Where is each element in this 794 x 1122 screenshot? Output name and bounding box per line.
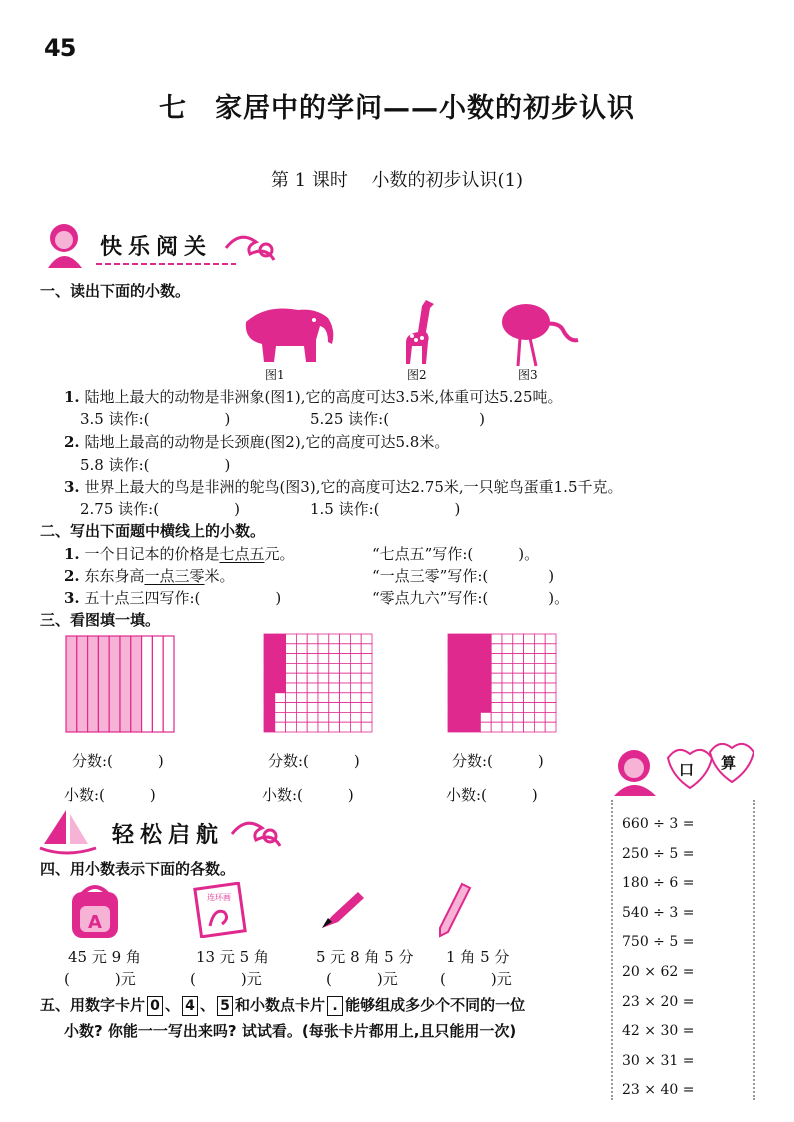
grid-cell [524,663,535,673]
grid-cell [361,693,372,703]
grid-cell [275,693,286,703]
digit-card-0: 0 [147,996,163,1016]
banner-title: 快乐阅关 [100,235,213,260]
grid-cell [318,634,329,644]
grid-cell [296,703,307,713]
grid-cell [286,644,297,654]
s1-q3-answer-a[interactable]: 2.75 读作:( ) [80,500,240,518]
s1-question-1: 1. 陆地上最大的动物是非洲象(图1),它的高度可达3.5米,体重可达5.25吨。 [64,388,563,406]
grid-cell [513,634,524,644]
grid-cell [340,634,351,644]
banner-easy-start [36,804,286,860]
grid-cell [286,712,297,722]
grid-cell [491,693,502,703]
grid-cell [131,636,142,732]
grid-cell [470,644,481,654]
mental-math-item[interactable]: 660 ÷ 3 = [622,816,695,832]
grid-cell [275,654,286,664]
s1-q1-answer-a[interactable]: 3.5 读作:( ) [80,410,231,428]
grid-cell [524,673,535,683]
grid-cell [448,663,459,673]
grid-cell [448,654,459,664]
grid-cell [491,712,502,722]
ostrich-icon [496,298,582,368]
grid-cell [340,703,351,713]
grid-cell [459,654,470,664]
grid-cell [502,693,513,703]
grid-cell [120,636,131,732]
grid-cell [264,644,275,654]
grid-cell [350,703,361,713]
mental-math-label-left: 口 [679,761,695,779]
grid-cell [318,644,329,654]
grid-cell [534,703,545,713]
grid-cell [491,703,502,713]
grid-cell [296,722,307,732]
grid-cell [329,722,340,732]
grid-cell [459,712,470,722]
grid-cell [513,693,524,703]
grid-cell [448,712,459,722]
grid-cell [296,673,307,683]
backpack-icon [64,882,126,940]
grid-cell [459,703,470,713]
s1-q3-answer-b[interactable]: 1.5 读作:( ) [310,500,461,518]
grid-cell [524,703,535,713]
grid-cell [275,703,286,713]
grid-cell [109,636,120,732]
mental-math-item[interactable]: 250 ÷ 5 = [622,845,695,862]
grid-cell [264,673,275,683]
grid-cell [350,683,361,693]
grid-cell [361,683,372,693]
grid-cell [264,683,275,693]
grid-cell [480,644,491,654]
grid-cell [480,634,491,644]
grid-cell [340,683,351,693]
grid-cell [318,663,329,673]
decimal-point-card: . [327,996,343,1016]
grid-cell [513,703,524,713]
grid-cell [264,654,275,664]
s1-question-3: 3. 世界上最大的鸟是非洲的鸵鸟(图3),它的高度可达2.75米,一只鸵鸟蛋重1.5千克。 [64,478,623,496]
s2-question-3[interactable]: 3. 五十点三四写作:( ) [64,589,282,607]
grid-cell [491,683,502,693]
grid-cell [350,654,361,664]
mental-math-item[interactable]: 23 × 40 = [622,1082,695,1099]
grid-cell [329,673,340,683]
mental-math-item[interactable]: 23 × 20 = [622,993,695,1010]
grid-cell [329,693,340,703]
grid-cell [524,712,535,722]
strip-fraction-grid [64,634,176,734]
section5-question: 五、用数字卡片 0 、 4 、 5 和小数点卡片 . 能够组成多少个不同的一位 [40,996,526,1014]
chapter-title: 七 家居中的学问——小数的初步认识 [159,93,635,124]
grid-cell [545,703,556,713]
s2-question-2: 2. 东东身高一点三零米。 [64,567,235,585]
grid-cell [491,663,502,673]
grid-cell [545,644,556,654]
digit-card-4: 4 [182,996,198,1016]
grid-cell [264,634,275,644]
amount-2: 13 元 5 角 [196,948,269,966]
grid-cell [448,703,459,713]
grid-cell [307,634,318,644]
grid-cell [275,722,286,732]
grid-cell [545,634,556,644]
grid-cell [470,673,481,683]
grid-cell [98,636,109,732]
grid-cell [296,683,307,693]
grid-cell [275,634,286,644]
fraction-answer-2[interactable]: 分数:( ) [268,752,360,770]
grid-cell [318,693,329,703]
grid-cell [470,712,481,722]
grid-cell [448,693,459,703]
grid-cell [329,663,340,673]
grid-cell [524,634,535,644]
grid-cell [318,654,329,664]
grid-cell [361,654,372,664]
grid-cell [361,712,372,722]
grid-cell [448,673,459,683]
grid-cell [340,654,351,664]
grid-cell [545,712,556,722]
elephant-icon [236,300,336,368]
grid-cell [329,703,340,713]
decimal-answer-3[interactable]: 小数:( ) [446,786,538,804]
grid-cell [286,683,297,693]
grid-cell [286,663,297,673]
grid-cell [329,683,340,693]
grid-cell [502,654,513,664]
grid-cell [545,673,556,683]
giraffe-icon [396,296,440,368]
amount-4: 1 角 5 分 [446,948,510,966]
grid-cell [491,673,502,683]
s2-question-1: 1. 一个日记本的价格是七点五元。 [64,545,295,563]
grid-cell [340,644,351,654]
grid-cell [480,683,491,693]
grid-cell [480,712,491,722]
grid-cell [264,663,275,673]
grid-cell [329,712,340,722]
grid-cell [513,673,524,683]
grid-cell [286,722,297,732]
svg-text:A: A [88,912,102,933]
grid-cell [491,722,502,732]
grid-cell [480,722,491,732]
grid-cell [66,636,77,732]
grid-cell [340,693,351,703]
s1-q1-answer-b[interactable]: 5.25 读作:( ) [310,410,485,428]
grid-cell [350,673,361,683]
grid-cell [361,703,372,713]
banner2-title: 轻松启航 [112,823,225,848]
decimal-answer-1[interactable]: 小数:( ) [64,786,156,804]
grid-cell [350,644,361,654]
grid-cell [459,663,470,673]
grid-cell [329,634,340,644]
mental-math-item[interactable]: 180 ÷ 6 = [622,875,695,892]
grid-cell [545,683,556,693]
grid-cell [307,673,318,683]
pencil-icon [436,882,472,938]
grid-cell [513,722,524,732]
grid-cell [470,693,481,703]
s2-q1-answer[interactable]: “七点五”写作:( )。 [372,545,540,563]
grid-cell [448,683,459,693]
grid-cell [534,683,545,693]
grid-cell [480,654,491,664]
grid-cell [524,683,535,693]
grid-cell [480,693,491,703]
banner-happy-reading [36,216,286,272]
grid-cell [88,636,99,732]
grid-cell [340,712,351,722]
grid-cell [534,722,545,732]
grid-cell [491,654,502,664]
grid-cell [142,636,153,732]
grid-cell [350,712,361,722]
grid-cell [513,644,524,654]
grid-cell [264,712,275,722]
grid-cell [286,634,297,644]
grid-cell [163,636,174,732]
mental-math-item[interactable]: 540 ÷ 3 = [622,904,695,921]
grid-cell [361,634,372,644]
grid-cell [296,644,307,654]
grid-cell [502,644,513,654]
mental-math-item[interactable]: 750 ÷ 5 = [622,934,695,951]
grid-cell [152,636,163,732]
grid-cell [307,722,318,732]
figure-label-3: 图3 [518,368,538,382]
grid-cell [480,673,491,683]
grid-cell [470,654,481,664]
grid-cell [524,644,535,654]
grid-cell [296,663,307,673]
grid-cell [307,703,318,713]
grid-cell [459,644,470,654]
grid-cell [534,644,545,654]
section3-heading: 三、看图填一填。 [40,611,161,629]
grid-cell [329,644,340,654]
grid-cell [296,693,307,703]
decimal-answer-2[interactable]: 小数:( ) [262,786,354,804]
amount-3: 5 元 8 角 5 分 [316,948,414,966]
grid-cell [491,634,502,644]
section4-heading: 四、用小数表示下面的各数。 [40,860,236,878]
grid-cell [264,722,275,732]
grid-cell [513,683,524,693]
grid-cell [264,703,275,713]
mental-math-item[interactable]: 30 × 31 = [622,1052,695,1069]
grid-cell [513,663,524,673]
amount-1: 45 元 9 角 [68,948,141,966]
grid-cell [286,673,297,683]
grid-cell [448,722,459,732]
grid-cell [502,722,513,732]
grid-cell [340,673,351,683]
grid-cell [534,673,545,683]
grid-cell [275,683,286,693]
grid-cell [448,634,459,644]
grid-cell [307,693,318,703]
grid-cell [534,712,545,722]
grid-cell [459,683,470,693]
grid-cell [524,654,535,664]
answer-2[interactable]: ( )元 [190,970,262,988]
grid-cell [307,644,318,654]
grid-cell [275,663,286,673]
grid-cell [296,634,307,644]
section2-heading: 二、写出下面题中横线上的小数。 [40,522,266,540]
grid-cell [513,712,524,722]
grid-cell [502,634,513,644]
s1-question-2: 2. 陆地上最高的动物是长颈鹿(图2),它的高度可达5.8米。 [64,433,450,451]
grid-cell [545,693,556,703]
grid-cell [296,654,307,664]
grid-cell [275,712,286,722]
svg-text:连环画: 连环画 [207,893,231,902]
answer-4[interactable]: ( )元 [440,970,512,988]
s2-q2-answer[interactable]: “一点三零”写作:( ) [372,567,555,585]
grid-cell [459,722,470,732]
grid-cell [534,693,545,703]
grid-cell [318,673,329,683]
grid-cell [286,693,297,703]
grid-cell [350,663,361,673]
lesson-subtitle: 第 1 课时 小数的初步认识(1) [270,170,524,191]
mental-math-list [622,816,694,1112]
grid-cell [275,673,286,683]
fraction-answer-1[interactable]: 分数:( ) [72,752,164,770]
grid-cell [329,654,340,664]
square-fraction-grid-2 [446,632,558,734]
grid-cell [470,663,481,673]
fountain-pen-icon [318,886,368,932]
grid-cell [524,693,535,703]
grid-cell [470,703,481,713]
grid-cell [275,644,286,654]
grid-cell [350,722,361,732]
s2-q3-answer[interactable]: “零点九六”写作:( )。 [372,589,570,607]
grid-cell [534,663,545,673]
grid-cell [350,693,361,703]
figure-label-1: 图1 [265,368,285,382]
page-number: 45 [44,34,76,62]
grid-cell [318,703,329,713]
fraction-answer-3[interactable]: 分数:( ) [452,752,544,770]
grid-cell [318,712,329,722]
grid-cell [545,654,556,664]
grid-cell [307,683,318,693]
grid-cell [448,644,459,654]
grid-cell [307,663,318,673]
grid-cell [502,703,513,713]
grid-cell [361,663,372,673]
book-icon [192,882,248,938]
section1-heading: 一、读出下面的小数。 [40,282,191,300]
grid-cell [286,703,297,713]
answer-3[interactable]: ( )元 [326,970,398,988]
grid-cell [296,712,307,722]
grid-cell [350,634,361,644]
grid-cell [264,693,275,703]
grid-cell [361,673,372,683]
grid-cell [470,634,481,644]
figure-label-2: 图2 [407,368,427,382]
mental-math-item[interactable]: 42 × 30 = [622,1023,695,1040]
section5-question-line2: 小数? 你能一一写出来吗? 试试看。(每张卡片都用上,且只能用一次) [64,1022,517,1040]
grid-cell [286,654,297,664]
grid-cell [534,634,545,644]
grid-cell [307,712,318,722]
grid-cell [459,673,470,683]
grid-cell [534,654,545,664]
answer-1[interactable]: ( )元 [64,970,136,988]
grid-cell [513,654,524,664]
grid-cell [318,683,329,693]
grid-cell [361,722,372,732]
grid-cell [480,703,491,713]
mental-math-item[interactable]: 20 × 62 = [622,963,695,980]
grid-cell [307,654,318,664]
grid-cell [491,644,502,654]
grid-cell [361,644,372,654]
grid-cell [545,722,556,732]
grid-cell [77,636,88,732]
grid-cell [480,663,491,673]
s1-q2-answer-a[interactable]: 5.8 读作:( ) [80,456,231,474]
grid-cell [524,722,535,732]
grid-cell [340,722,351,732]
square-fraction-grid-1 [262,632,374,734]
grid-cell [502,673,513,683]
grid-cell [459,693,470,703]
grid-cell [459,634,470,644]
grid-cell [340,663,351,673]
grid-cell [470,722,481,732]
grid-cell [470,683,481,693]
grid-cell [502,712,513,722]
digit-card-5: 5 [217,996,233,1016]
grid-cell [502,683,513,693]
grid-cell [318,722,329,732]
grid-cell [545,663,556,673]
grid-cell [502,663,513,673]
mental-math-label-right: 算 [721,754,737,772]
